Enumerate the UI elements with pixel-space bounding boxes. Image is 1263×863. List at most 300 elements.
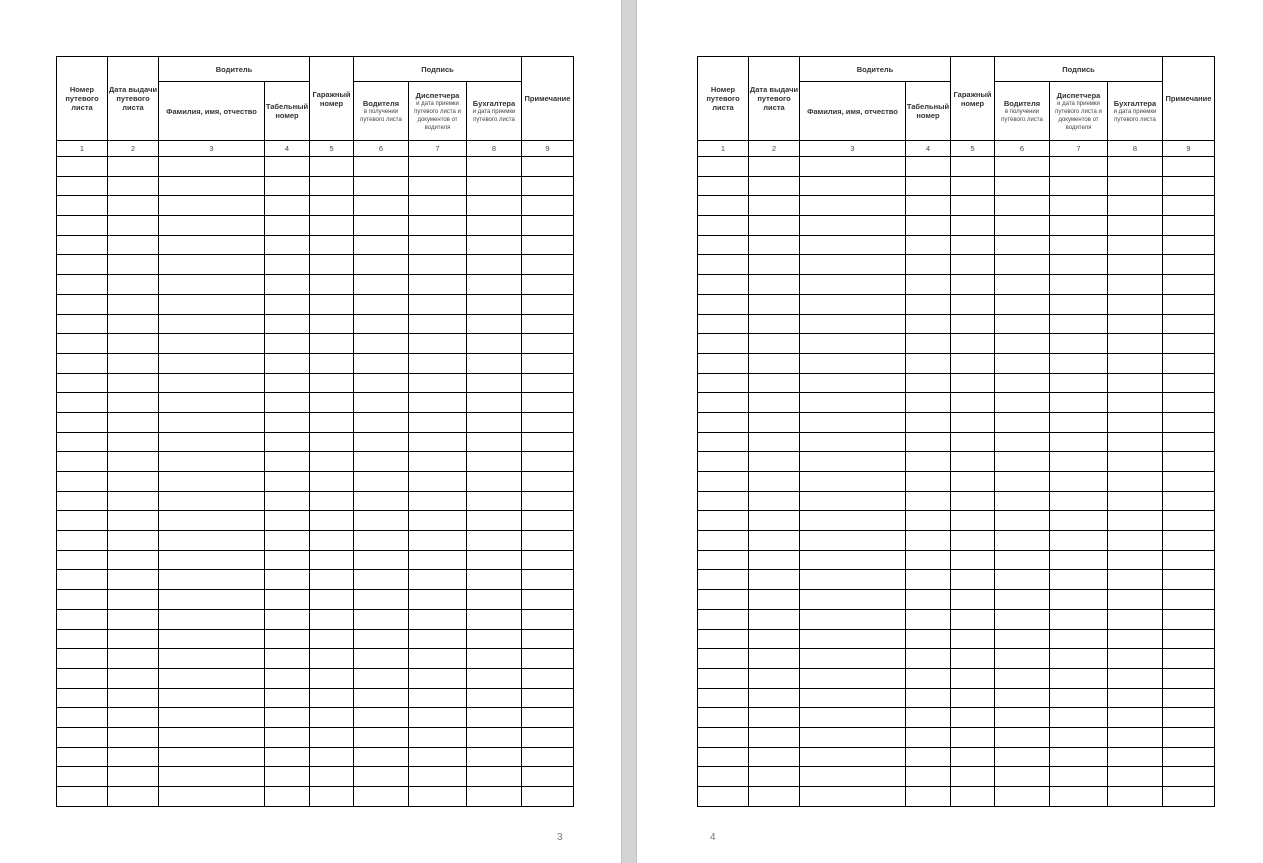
table-cell[interactable] — [1163, 412, 1215, 432]
table-cell[interactable] — [906, 452, 951, 472]
table-cell[interactable] — [159, 767, 265, 787]
table-cell[interactable] — [1050, 668, 1108, 688]
table-cell[interactable] — [265, 727, 310, 747]
table-cell[interactable] — [1163, 708, 1215, 728]
table-cell[interactable] — [749, 708, 800, 728]
table-cell[interactable] — [409, 255, 467, 275]
table-cell[interactable] — [698, 649, 749, 669]
table-cell[interactable] — [906, 649, 951, 669]
table-cell[interactable] — [467, 472, 522, 492]
table-cell[interactable] — [951, 235, 995, 255]
table-cell[interactable] — [995, 157, 1050, 177]
table-cell[interactable] — [265, 314, 310, 334]
table-cell[interactable] — [108, 452, 159, 472]
table-cell[interactable] — [1050, 255, 1108, 275]
table-cell[interactable] — [409, 432, 467, 452]
table-cell[interactable] — [522, 373, 574, 393]
table-cell[interactable] — [1050, 767, 1108, 787]
table-cell[interactable] — [1050, 511, 1108, 531]
table-cell[interactable] — [698, 412, 749, 432]
table-cell[interactable] — [951, 216, 995, 236]
table-cell[interactable] — [354, 235, 409, 255]
table-cell[interactable] — [409, 550, 467, 570]
table-cell[interactable] — [265, 629, 310, 649]
table-cell[interactable] — [951, 472, 995, 492]
table-cell[interactable] — [906, 570, 951, 590]
table-cell[interactable] — [57, 688, 108, 708]
table-cell[interactable] — [1163, 787, 1215, 807]
table-cell[interactable] — [800, 649, 906, 669]
table-cell[interactable] — [57, 787, 108, 807]
table-cell[interactable] — [310, 255, 354, 275]
table-cell[interactable] — [310, 216, 354, 236]
table-cell[interactable] — [749, 511, 800, 531]
table-cell[interactable] — [108, 767, 159, 787]
table-cell[interactable] — [159, 452, 265, 472]
table-cell[interactable] — [467, 314, 522, 334]
table-cell[interactable] — [522, 668, 574, 688]
table-cell[interactable] — [995, 373, 1050, 393]
table-cell[interactable] — [522, 432, 574, 452]
table-cell[interactable] — [1108, 747, 1163, 767]
table-cell[interactable] — [906, 216, 951, 236]
table-cell[interactable] — [522, 235, 574, 255]
table-cell[interactable] — [749, 235, 800, 255]
table-cell[interactable] — [354, 590, 409, 610]
table-cell[interactable] — [995, 196, 1050, 216]
table-cell[interactable] — [1108, 472, 1163, 492]
table-cell[interactable] — [951, 491, 995, 511]
table-cell[interactable] — [522, 412, 574, 432]
table-cell[interactable] — [800, 688, 906, 708]
table-cell[interactable] — [800, 727, 906, 747]
table-cell[interactable] — [57, 176, 108, 196]
table-cell[interactable] — [698, 294, 749, 314]
table-cell[interactable] — [467, 452, 522, 472]
table-cell[interactable] — [310, 176, 354, 196]
table-cell[interactable] — [951, 708, 995, 728]
table-cell[interactable] — [467, 531, 522, 551]
table-cell[interactable] — [749, 767, 800, 787]
table-cell[interactable] — [1163, 747, 1215, 767]
table-cell[interactable] — [951, 314, 995, 334]
table-cell[interactable] — [1163, 235, 1215, 255]
table-cell[interactable] — [1163, 353, 1215, 373]
table-cell[interactable] — [906, 708, 951, 728]
table-cell[interactable] — [354, 196, 409, 216]
table-cell[interactable] — [906, 767, 951, 787]
table-cell[interactable] — [108, 275, 159, 295]
table-cell[interactable] — [995, 550, 1050, 570]
table-cell[interactable] — [749, 531, 800, 551]
table-cell[interactable] — [57, 590, 108, 610]
table-cell[interactable] — [310, 649, 354, 669]
table-cell[interactable] — [409, 157, 467, 177]
table-cell[interactable] — [57, 196, 108, 216]
table-cell[interactable] — [522, 767, 574, 787]
table-cell[interactable] — [995, 353, 1050, 373]
table-cell[interactable] — [467, 767, 522, 787]
table-cell[interactable] — [57, 432, 108, 452]
table-cell[interactable] — [310, 235, 354, 255]
table-cell[interactable] — [409, 216, 467, 236]
table-cell[interactable] — [108, 176, 159, 196]
table-cell[interactable] — [1050, 787, 1108, 807]
table-cell[interactable] — [1050, 708, 1108, 728]
table-cell[interactable] — [159, 531, 265, 551]
table-cell[interactable] — [1163, 255, 1215, 275]
table-cell[interactable] — [522, 649, 574, 669]
table-cell[interactable] — [1050, 373, 1108, 393]
table-cell[interactable] — [698, 550, 749, 570]
table-cell[interactable] — [906, 235, 951, 255]
table-cell[interactable] — [409, 334, 467, 354]
table-cell[interactable] — [951, 275, 995, 295]
table-cell[interactable] — [354, 688, 409, 708]
table-cell[interactable] — [354, 649, 409, 669]
table-cell[interactable] — [310, 373, 354, 393]
table-cell[interactable] — [108, 373, 159, 393]
table-cell[interactable] — [409, 747, 467, 767]
table-cell[interactable] — [1108, 255, 1163, 275]
table-cell[interactable] — [467, 550, 522, 570]
table-cell[interactable] — [1108, 491, 1163, 511]
table-cell[interactable] — [108, 629, 159, 649]
table-cell[interactable] — [951, 511, 995, 531]
table-cell[interactable] — [800, 767, 906, 787]
table-cell[interactable] — [310, 314, 354, 334]
table-cell[interactable] — [1050, 649, 1108, 669]
table-cell[interactable] — [354, 531, 409, 551]
table-cell[interactable] — [159, 747, 265, 767]
table-cell[interactable] — [749, 393, 800, 413]
table-cell[interactable] — [800, 314, 906, 334]
table-cell[interactable] — [467, 334, 522, 354]
table-cell[interactable] — [108, 511, 159, 531]
table-cell[interactable] — [698, 235, 749, 255]
table-cell[interactable] — [57, 727, 108, 747]
table-cell[interactable] — [159, 412, 265, 432]
table-cell[interactable] — [749, 314, 800, 334]
table-cell[interactable] — [749, 609, 800, 629]
table-cell[interactable] — [800, 216, 906, 236]
table-cell[interactable] — [1163, 432, 1215, 452]
table-cell[interactable] — [409, 629, 467, 649]
table-cell[interactable] — [467, 432, 522, 452]
table-cell[interactable] — [57, 373, 108, 393]
table-cell[interactable] — [698, 472, 749, 492]
table-cell[interactable] — [1050, 531, 1108, 551]
table-cell[interactable] — [749, 373, 800, 393]
table-cell[interactable] — [698, 787, 749, 807]
table-cell[interactable] — [749, 216, 800, 236]
table-cell[interactable] — [1163, 373, 1215, 393]
table-cell[interactable] — [108, 294, 159, 314]
table-cell[interactable] — [57, 668, 108, 688]
table-cell[interactable] — [1050, 275, 1108, 295]
table-cell[interactable] — [409, 787, 467, 807]
table-cell[interactable] — [906, 787, 951, 807]
table-cell[interactable] — [698, 196, 749, 216]
table-cell[interactable] — [1050, 353, 1108, 373]
table-cell[interactable] — [951, 157, 995, 177]
table-cell[interactable] — [995, 216, 1050, 236]
table-cell[interactable] — [57, 531, 108, 551]
table-cell[interactable] — [749, 334, 800, 354]
table-cell[interactable] — [522, 590, 574, 610]
table-cell[interactable] — [409, 511, 467, 531]
table-cell[interactable] — [800, 550, 906, 570]
table-cell[interactable] — [108, 688, 159, 708]
table-cell[interactable] — [698, 688, 749, 708]
table-cell[interactable] — [995, 452, 1050, 472]
table-cell[interactable] — [522, 531, 574, 551]
table-cell[interactable] — [800, 708, 906, 728]
table-cell[interactable] — [906, 688, 951, 708]
table-cell[interactable] — [57, 294, 108, 314]
table-cell[interactable] — [354, 511, 409, 531]
table-cell[interactable] — [1163, 727, 1215, 747]
table-cell[interactable] — [108, 649, 159, 669]
table-cell[interactable] — [354, 452, 409, 472]
table-cell[interactable] — [108, 412, 159, 432]
table-cell[interactable] — [467, 176, 522, 196]
table-cell[interactable] — [265, 570, 310, 590]
table-cell[interactable] — [995, 688, 1050, 708]
table-cell[interactable] — [467, 708, 522, 728]
table-cell[interactable] — [522, 216, 574, 236]
table-cell[interactable] — [467, 570, 522, 590]
table-cell[interactable] — [749, 176, 800, 196]
table-cell[interactable] — [409, 235, 467, 255]
table-cell[interactable] — [310, 294, 354, 314]
table-cell[interactable] — [57, 767, 108, 787]
table-cell[interactable] — [409, 353, 467, 373]
table-cell[interactable] — [1163, 531, 1215, 551]
table-cell[interactable] — [159, 550, 265, 570]
table-cell[interactable] — [1050, 747, 1108, 767]
table-cell[interactable] — [749, 491, 800, 511]
table-cell[interactable] — [800, 668, 906, 688]
table-cell[interactable] — [1050, 412, 1108, 432]
table-cell[interactable] — [800, 393, 906, 413]
table-cell[interactable] — [354, 412, 409, 432]
table-cell[interactable] — [951, 334, 995, 354]
table-cell[interactable] — [108, 747, 159, 767]
table-cell[interactable] — [108, 235, 159, 255]
table-cell[interactable] — [1050, 196, 1108, 216]
table-cell[interactable] — [108, 590, 159, 610]
table-cell[interactable] — [522, 491, 574, 511]
table-cell[interactable] — [800, 196, 906, 216]
table-cell[interactable] — [265, 432, 310, 452]
table-cell[interactable] — [995, 235, 1050, 255]
table-cell[interactable] — [906, 275, 951, 295]
table-cell[interactable] — [906, 432, 951, 452]
table-cell[interactable] — [698, 334, 749, 354]
table-cell[interactable] — [354, 216, 409, 236]
table-cell[interactable] — [467, 412, 522, 432]
table-cell[interactable] — [1108, 353, 1163, 373]
table-cell[interactable] — [995, 255, 1050, 275]
table-cell[interactable] — [409, 668, 467, 688]
table-cell[interactable] — [749, 432, 800, 452]
table-cell[interactable] — [522, 255, 574, 275]
table-cell[interactable] — [354, 373, 409, 393]
table-cell[interactable] — [1108, 668, 1163, 688]
table-cell[interactable] — [310, 157, 354, 177]
table-cell[interactable] — [995, 393, 1050, 413]
table-cell[interactable] — [57, 353, 108, 373]
table-cell[interactable] — [265, 412, 310, 432]
table-cell[interactable] — [800, 590, 906, 610]
table-cell[interactable] — [1163, 570, 1215, 590]
table-cell[interactable] — [1108, 531, 1163, 551]
table-cell[interactable] — [698, 570, 749, 590]
table-cell[interactable] — [951, 688, 995, 708]
table-cell[interactable] — [522, 747, 574, 767]
table-cell[interactable] — [1108, 314, 1163, 334]
table-cell[interactable] — [159, 511, 265, 531]
table-cell[interactable] — [1163, 275, 1215, 295]
table-cell[interactable] — [265, 531, 310, 551]
table-cell[interactable] — [57, 708, 108, 728]
table-cell[interactable] — [951, 294, 995, 314]
table-cell[interactable] — [108, 727, 159, 747]
table-cell[interactable] — [995, 629, 1050, 649]
table-cell[interactable] — [265, 393, 310, 413]
table-cell[interactable] — [265, 373, 310, 393]
table-cell[interactable] — [108, 550, 159, 570]
table-cell[interactable] — [265, 668, 310, 688]
table-cell[interactable] — [1108, 157, 1163, 177]
table-cell[interactable] — [906, 629, 951, 649]
table-cell[interactable] — [800, 157, 906, 177]
table-cell[interactable] — [108, 472, 159, 492]
table-cell[interactable] — [951, 570, 995, 590]
table-cell[interactable] — [995, 570, 1050, 590]
table-cell[interactable] — [749, 668, 800, 688]
table-cell[interactable] — [749, 412, 800, 432]
table-cell[interactable] — [310, 668, 354, 688]
table-cell[interactable] — [467, 294, 522, 314]
table-cell[interactable] — [522, 570, 574, 590]
table-cell[interactable] — [57, 570, 108, 590]
table-cell[interactable] — [57, 412, 108, 432]
table-cell[interactable] — [995, 727, 1050, 747]
table-cell[interactable] — [354, 550, 409, 570]
table-cell[interactable] — [1163, 649, 1215, 669]
table-cell[interactable] — [265, 708, 310, 728]
table-cell[interactable] — [1050, 570, 1108, 590]
table-cell[interactable] — [1163, 767, 1215, 787]
table-cell[interactable] — [1050, 176, 1108, 196]
table-cell[interactable] — [1050, 629, 1108, 649]
table-cell[interactable] — [522, 176, 574, 196]
table-cell[interactable] — [1163, 668, 1215, 688]
table-cell[interactable] — [522, 708, 574, 728]
table-cell[interactable] — [1108, 235, 1163, 255]
table-cell[interactable] — [108, 432, 159, 452]
table-cell[interactable] — [951, 531, 995, 551]
table-cell[interactable] — [749, 787, 800, 807]
table-cell[interactable] — [1163, 629, 1215, 649]
table-cell[interactable] — [409, 688, 467, 708]
table-cell[interactable] — [522, 353, 574, 373]
table-cell[interactable] — [906, 491, 951, 511]
table-cell[interactable] — [310, 550, 354, 570]
table-cell[interactable] — [409, 373, 467, 393]
table-cell[interactable] — [310, 688, 354, 708]
table-cell[interactable] — [409, 609, 467, 629]
table-cell[interactable] — [951, 727, 995, 747]
table-cell[interactable] — [1108, 432, 1163, 452]
table-cell[interactable] — [995, 275, 1050, 295]
table-cell[interactable] — [1163, 176, 1215, 196]
table-cell[interactable] — [409, 196, 467, 216]
table-cell[interactable] — [265, 472, 310, 492]
table-cell[interactable] — [1163, 491, 1215, 511]
table-cell[interactable] — [1163, 196, 1215, 216]
table-cell[interactable] — [310, 334, 354, 354]
table-cell[interactable] — [995, 649, 1050, 669]
table-cell[interactable] — [354, 472, 409, 492]
table-cell[interactable] — [265, 157, 310, 177]
table-cell[interactable] — [159, 432, 265, 452]
table-cell[interactable] — [698, 157, 749, 177]
table-cell[interactable] — [108, 570, 159, 590]
table-cell[interactable] — [906, 353, 951, 373]
table-cell[interactable] — [522, 688, 574, 708]
table-cell[interactable] — [159, 235, 265, 255]
table-cell[interactable] — [159, 157, 265, 177]
table-cell[interactable] — [522, 550, 574, 570]
table-cell[interactable] — [409, 491, 467, 511]
table-cell[interactable] — [1108, 649, 1163, 669]
table-cell[interactable] — [995, 491, 1050, 511]
table-cell[interactable] — [159, 491, 265, 511]
table-cell[interactable] — [159, 472, 265, 492]
table-cell[interactable] — [108, 196, 159, 216]
table-cell[interactable] — [1050, 491, 1108, 511]
table-cell[interactable] — [800, 531, 906, 551]
table-cell[interactable] — [522, 787, 574, 807]
table-cell[interactable] — [57, 511, 108, 531]
table-cell[interactable] — [800, 255, 906, 275]
table-cell[interactable] — [951, 373, 995, 393]
table-cell[interactable] — [1108, 511, 1163, 531]
table-cell[interactable] — [698, 668, 749, 688]
table-cell[interactable] — [467, 688, 522, 708]
table-cell[interactable] — [354, 334, 409, 354]
table-cell[interactable] — [522, 472, 574, 492]
table-cell[interactable] — [906, 176, 951, 196]
table-cell[interactable] — [800, 452, 906, 472]
table-cell[interactable] — [749, 353, 800, 373]
table-cell[interactable] — [749, 747, 800, 767]
table-cell[interactable] — [354, 787, 409, 807]
table-cell[interactable] — [951, 629, 995, 649]
table-cell[interactable] — [1050, 235, 1108, 255]
table-cell[interactable] — [1163, 294, 1215, 314]
table-cell[interactable] — [800, 472, 906, 492]
table-cell[interactable] — [1108, 787, 1163, 807]
table-cell[interactable] — [951, 452, 995, 472]
table-cell[interactable] — [159, 196, 265, 216]
table-cell[interactable] — [951, 432, 995, 452]
table-cell[interactable] — [310, 570, 354, 590]
table-cell[interactable] — [951, 393, 995, 413]
